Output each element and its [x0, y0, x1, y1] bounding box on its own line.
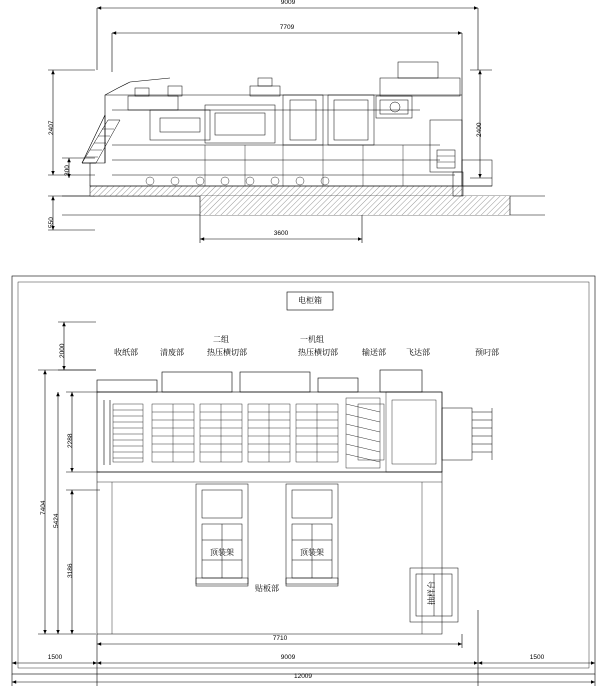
dim-elev-300: 300: [64, 165, 71, 176]
plan-plate-label: 贴板部: [255, 584, 279, 593]
dim-plan-7404: 7404: [40, 500, 47, 515]
dim-plan-2000: 2000: [59, 343, 66, 358]
plan-station-st1: 收纸部: [114, 348, 138, 357]
dim-elev-2407: 2407: [48, 120, 55, 135]
dim-plan-9009: 9009: [280, 654, 296, 661]
plan-station-st6: 热压横切部: [298, 348, 338, 357]
plan-cabinet-label: 电柜箱: [298, 296, 322, 305]
dim-elev-2400: 2400: [476, 122, 483, 137]
dim-elev-7709: 7709: [279, 24, 295, 31]
dim-plan-2288: 2288: [67, 433, 74, 448]
dim-plan-3186: 3186: [67, 563, 74, 578]
dim-elev-550: 550: [48, 217, 55, 228]
plan-station-st4: 热压横切部: [207, 348, 247, 357]
dim-elev-9009: 9009: [280, 0, 296, 6]
plan-station-st9: 预叼部: [475, 348, 499, 357]
dim-plan-total-12009: 12009: [293, 673, 313, 680]
plan-station-st2: 清废部: [160, 348, 184, 357]
dim-plan-left-1500: 1500: [47, 654, 63, 661]
dim-elev-3600: 3600: [273, 230, 289, 237]
plan-station-st5: 一机组: [300, 335, 324, 344]
plan-stack-2: 顶装架: [300, 548, 324, 557]
dim-plan-7710: 7710: [272, 635, 288, 642]
plan-sample-table-label: 抽样台: [427, 581, 436, 605]
elevation-view: [48, 8, 545, 243]
dim-plan-5424: 5424: [53, 513, 60, 528]
plan-station-st3: 二组: [213, 335, 229, 344]
plan-stack-1: 顶装架: [210, 548, 234, 557]
plan-station-st7: 输送部: [362, 348, 386, 357]
plan-station-st8: 飞达部: [406, 348, 430, 357]
dim-plan-right-1500: 1500: [529, 654, 545, 661]
